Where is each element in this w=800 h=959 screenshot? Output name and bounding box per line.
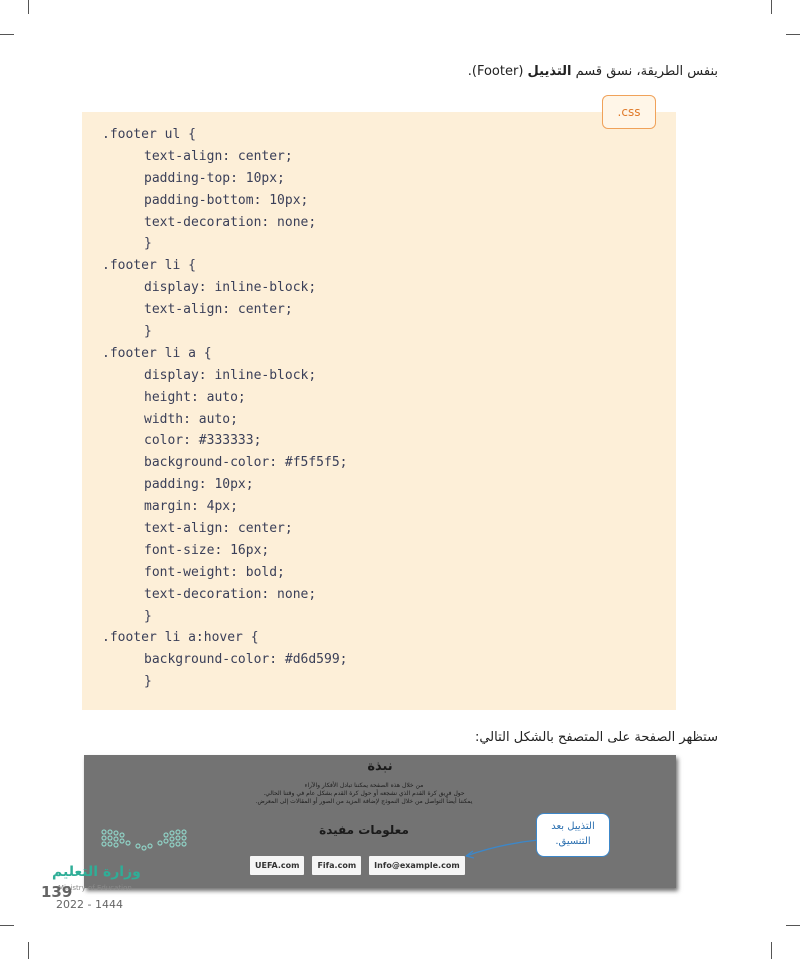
code-line: text-align: center;	[144, 302, 293, 318]
code-language-tab: .css	[602, 95, 656, 129]
callout-box	[536, 813, 610, 857]
code-line: padding: 10px;	[144, 477, 254, 493]
crop-mark	[0, 34, 14, 35]
code-line: }	[144, 674, 152, 690]
code-line: text-align: center;	[144, 521, 293, 537]
preview-line: يمكننا أيضاً التواصل من خلال النموذج لإضافة المزيد من الصور أو المقالات إلى المعرض.	[255, 798, 473, 805]
intro-paragraph	[468, 64, 718, 79]
preview-link-email: Info@example.com	[369, 856, 464, 875]
preview-link-list	[250, 856, 465, 875]
page-number: 139	[41, 883, 73, 901]
preview-link-uefa: UEFA.com	[250, 856, 304, 875]
code-line: .footer li a:hover {	[102, 630, 259, 646]
code-line: background-color: #d6d599;	[144, 652, 348, 668]
intro-text-end: (Footer).	[467, 64, 528, 79]
code-line: font-size: 16px;	[144, 542, 270, 558]
code-line: }	[144, 608, 152, 624]
callout-line: التنسيق.	[555, 836, 591, 847]
code-line: background-color: #f5f5f5;	[144, 455, 348, 471]
crop-mark	[786, 925, 800, 926]
edition-year: 2022 - 1444	[56, 898, 123, 911]
code-line: .footer li a {	[102, 345, 212, 361]
ministry-name-english: Ministry of Education	[58, 884, 132, 892]
code-line: display: inline-block;	[144, 280, 317, 296]
code-line: padding-bottom: 10px;	[144, 192, 309, 208]
browser-caption: ستظهر الصفحة على المتصفح بالشكل التالي:	[474, 730, 718, 745]
code-line: margin: 4px;	[144, 499, 238, 515]
code-line: }	[144, 324, 152, 340]
code-line: text-decoration: none;	[144, 214, 317, 230]
preview-subtitle: معلومات مفيدة	[319, 823, 409, 837]
code-line: .footer li {	[102, 258, 196, 274]
code-line: font-weight: bold;	[144, 564, 285, 580]
code-line: text-decoration: none;	[144, 586, 317, 602]
crop-mark	[786, 34, 800, 35]
crop-mark	[771, 0, 772, 14]
code-listing	[102, 124, 348, 693]
intro-bold-term: التذييل	[527, 64, 572, 79]
callout-arrow-icon	[460, 838, 540, 862]
code-line: padding-top: 10px;	[144, 170, 285, 186]
code-line: display: inline-block;	[144, 367, 317, 383]
crop-mark	[771, 942, 772, 959]
preview-paragraph	[224, 782, 504, 806]
preview-title: نبذة	[367, 759, 393, 774]
code-line: height: auto;	[144, 389, 246, 405]
code-line: width: auto;	[144, 411, 238, 427]
preview-line: حول فريق كرة القدم الذي نشجعه أو حول كرة القدم بشكل عام في وقتنا الحالي.	[263, 790, 465, 797]
callout-line: التذييل بعد	[551, 821, 595, 832]
code-line: text-align: center;	[144, 148, 293, 164]
code-line: }	[144, 236, 152, 252]
crop-mark	[28, 0, 29, 14]
crop-mark	[0, 925, 14, 926]
preview-link-fifa: Fifa.com	[312, 856, 361, 875]
crop-mark	[28, 942, 29, 959]
code-line: .footer ul {	[102, 127, 196, 142]
code-line: color: #333333;	[144, 433, 262, 449]
intro-text: بنفس الطريقة، نسق قسم	[571, 64, 718, 79]
ministry-name-arabic: وزارة التعليم	[52, 864, 141, 880]
preview-line: من خلال هذه الصفحة يمكننا تبادل الأفكار والآراء	[304, 782, 424, 789]
ministry-logo-icon	[98, 824, 190, 860]
